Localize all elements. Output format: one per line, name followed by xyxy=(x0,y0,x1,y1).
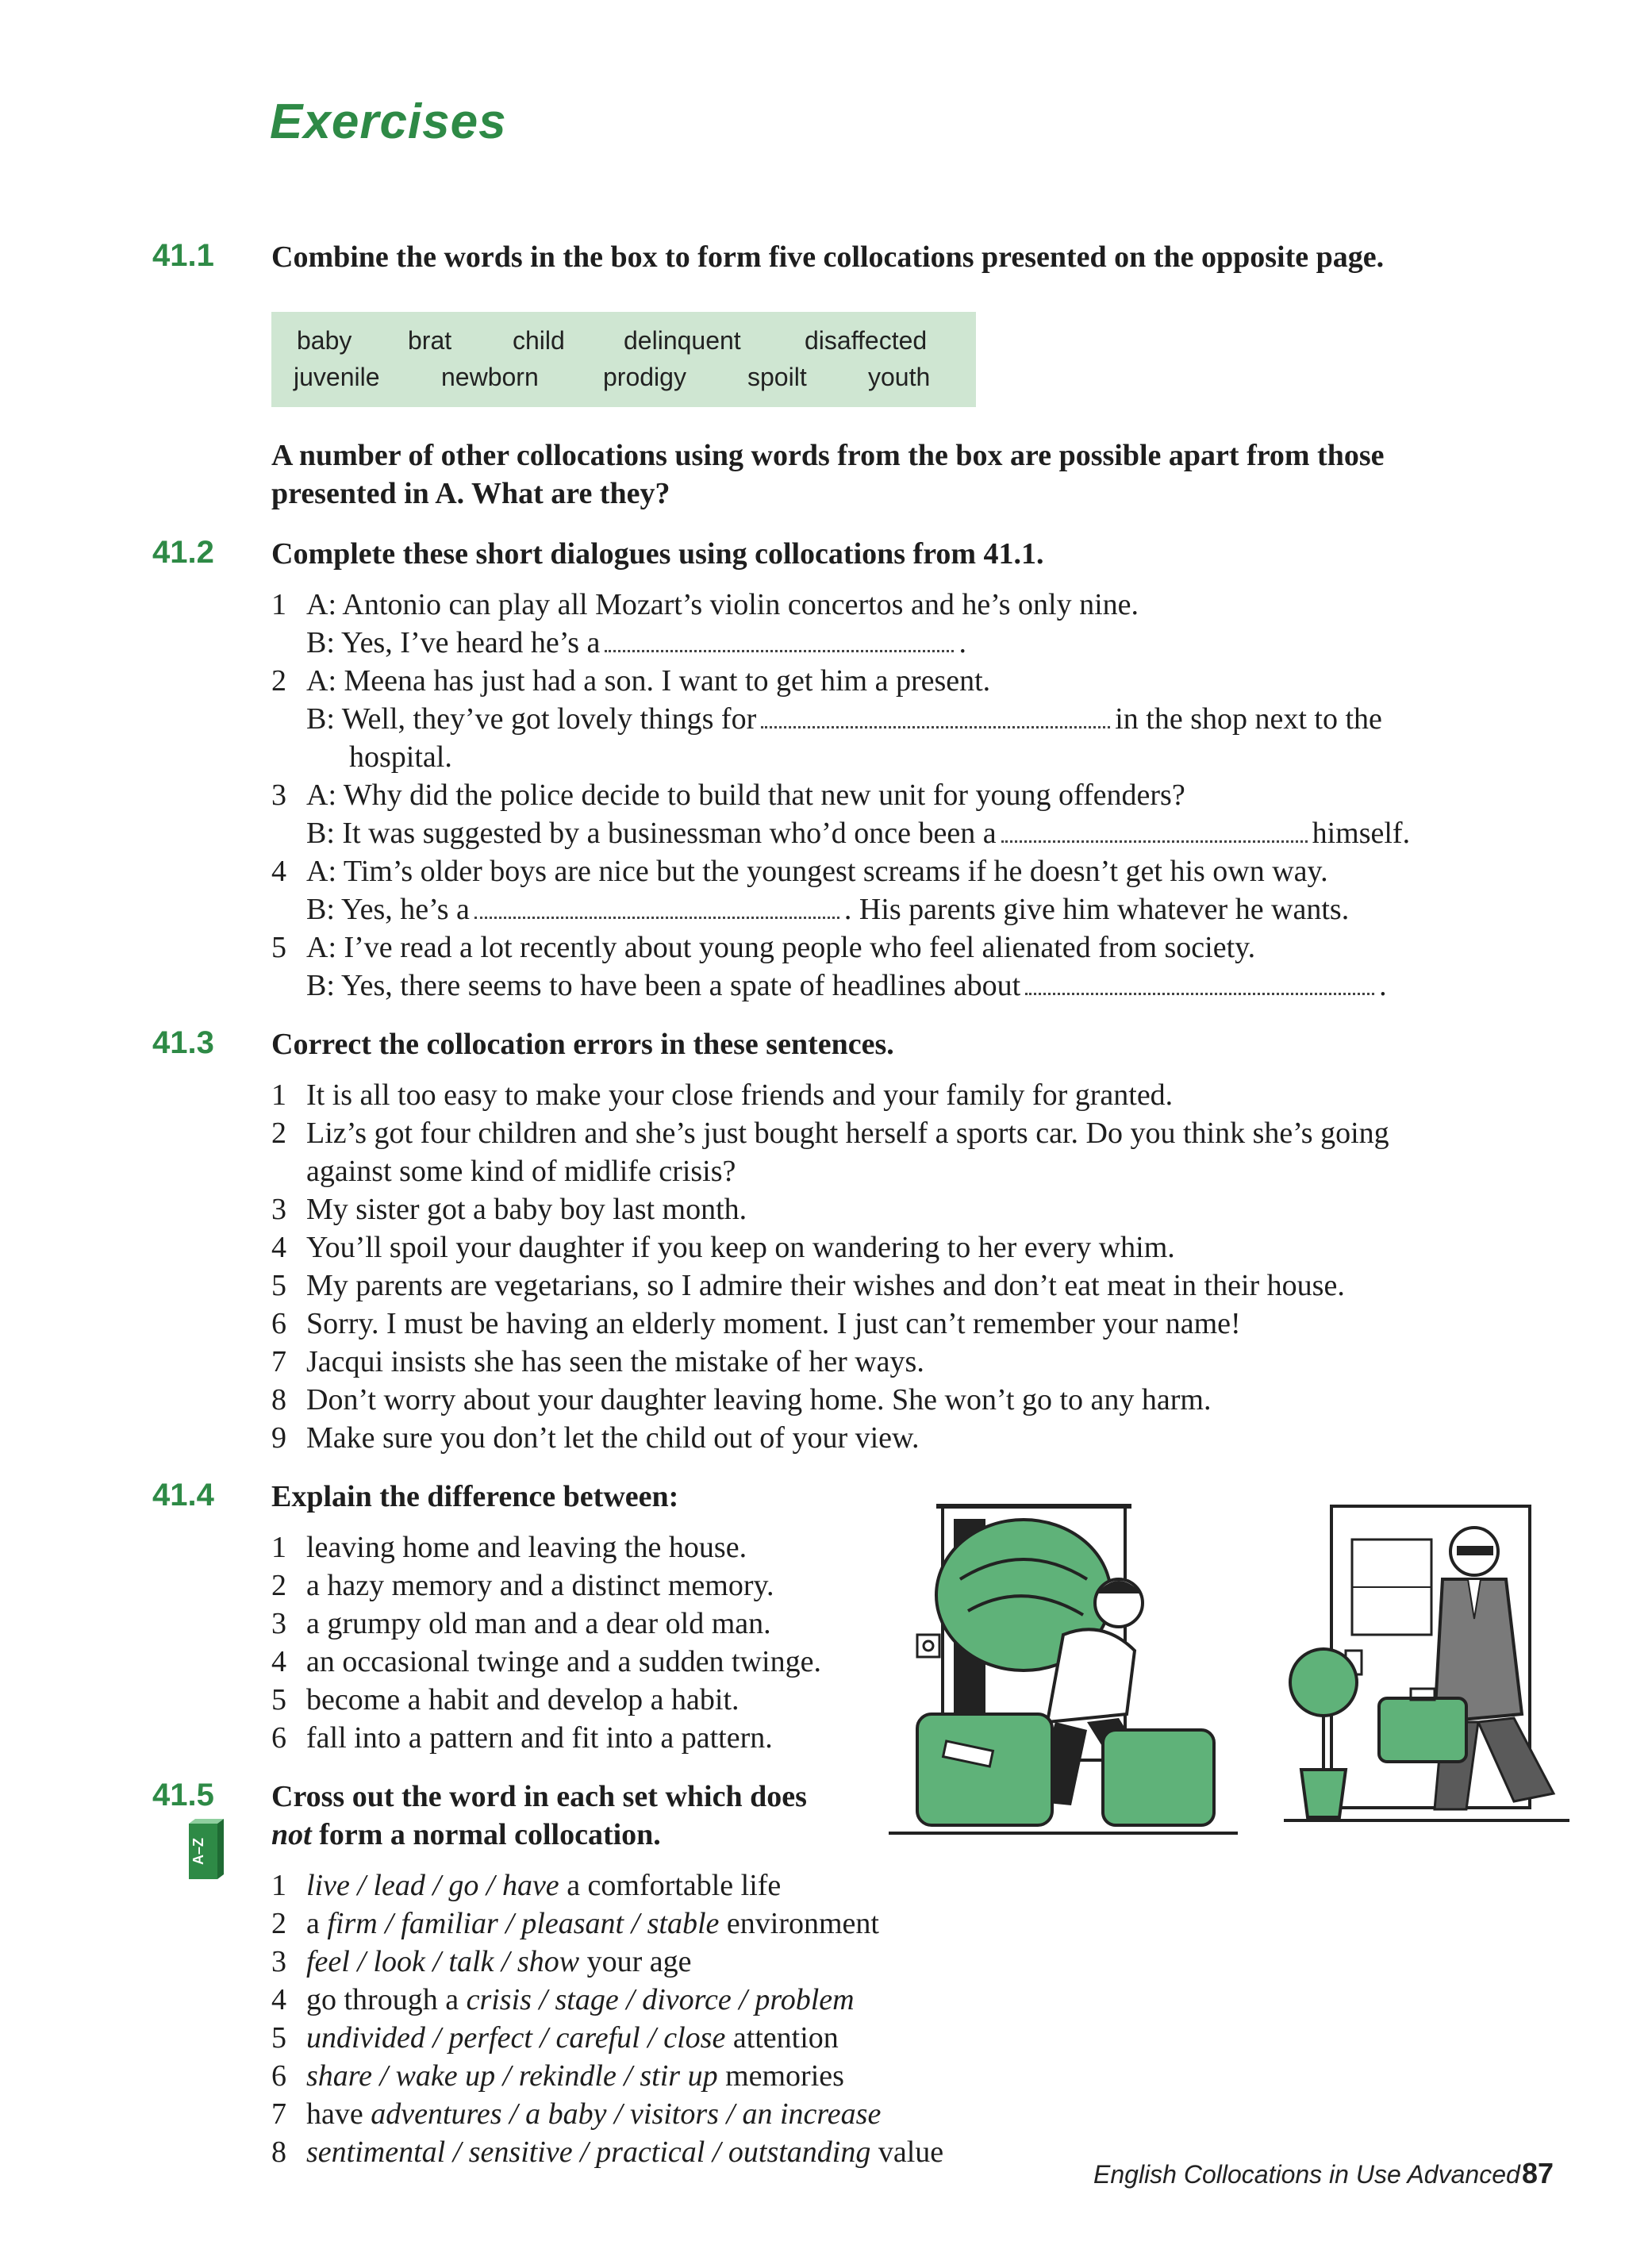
exercise-41-1-followup-line1: A number of other collocations using words from the box are possible apart from those xyxy=(271,439,1385,472)
exercise-number-41-1: 41.1 xyxy=(152,238,214,273)
exercise-41-4-instruction: Explain the difference between: xyxy=(271,1480,679,1513)
exercise-41-1-followup-line2: presented in A. What are they? xyxy=(271,477,670,510)
dialogue-2-b-cont: hospital. xyxy=(349,740,452,774)
dialogue-5-b: B: Yes, there seems to have been a spate of headlines about . xyxy=(306,969,1387,1002)
textbook-page: Exercises 41.1 Combine the words in the box to form five collocations presented on the opposite page. baby brat child delinquent disaffected juvenile newborn prodigy spoilt youth A number of other collocations using words from the box are possible apart from those presented in A. What are they? 41.2 Complete these short dialogues using collocations from 41.1. 1 A: Antonio can play all Mozart’s violin concertos and he’s only nine. B: Yes, I’ve heard he’s a . 2 A: Meena has just had a son. I want to get him a present. B: Well, they’ve got lovely things for in the shop next to the hospital. 3 A: Why did the police decide to build that new unit for young offenders? B: It was suggested by a businessman who’d once been a himself. 4 A: Tim’s older boys are nice but the youngest screams if he doesn’t get his own way. B: Yes, he’s a . His parents give him whatever he wants. 5 A: I’ve read a lot recently about young people who feel alienated from society. B: Yes, there seems to have been a spate of headlines about . 41.3 Correct the collocation errors in these sentences. 1 It is all too easy to make your close friends and your family for granted. 2 Liz’s got four children and she’s just bought herself a sports car. Do you think she’s going against some kind of midlife crisis? 3 My sister got a baby boy last month. 4 You’ll spoil your daughter if you keep on wandering to her every whim. 5 My parents are vegetarians, so I admire their wishes and don’t eat meat in their house. 6 Sorry. I must be having an elderly moment. I just can’t remember your name! 7 Jacqui insists she has seen the mistake of her ways. 8 Don’t worry about your daughter leaving home. She won’t go to any harm. 9 Make sure you don’t let the child out of your view. 41.4 Explain the difference between: 1 leaving home and leaving the house. 2 a hazy memory and a distinct memory. 3 a grumpy old man and a dear old man. 4 an occasional twinge and a sudden twinge. 5 become a habit and develop a habit. 6 fall into a pattern and fit into a pattern. 41.5 Cross out the word in each set which does not form a normal collocation. A–Z 1 live / lead / go / have a comfortable life 2 a firm / familiar / pleasant / stable environment 3 feel / look / talk / show your age 4 go through a crisis / stage / divorce / problem 5 undivided / perfect / careful / close attention 6 share / wake up / rekindle / stir up memories 7 have adventures / a baby / visitors / an increase 8 sentimental / sensitive / practical / outstanding value English Collocations in Use Advanced 87 xyxy=(0,0,1625,2268)
box-word: baby xyxy=(297,326,352,355)
leaving-house-illustration xyxy=(1284,1492,1569,1841)
a-z-label: A–Z xyxy=(190,1837,206,1866)
exercise-41-5-instruction-line1: Cross out the word in each set which does xyxy=(271,1780,807,1813)
exercise-41-3-instruction: Correct the collocation errors in these sentences. xyxy=(271,1028,894,1061)
exercise-number-41-5: 41.5 xyxy=(152,1778,214,1812)
book-title-footer: English Collocations in Use Advanced xyxy=(1093,2160,1520,2189)
box-word: newborn xyxy=(441,363,539,391)
sentence-2-cont: against some kind of midlife crisis? xyxy=(306,1155,736,1188)
box-word: prodigy xyxy=(603,363,686,391)
answer-blank[interactable] xyxy=(1001,817,1308,843)
box-word: spoilt xyxy=(747,363,807,391)
box-word: juvenile xyxy=(294,363,380,391)
answer-blank[interactable] xyxy=(474,893,839,919)
word-box xyxy=(271,312,976,407)
box-word: child xyxy=(513,326,565,355)
box-word: delinquent xyxy=(624,326,741,355)
leaving-home-illustration xyxy=(889,1492,1238,1841)
answer-blank[interactable] xyxy=(1025,969,1374,995)
exercise-41-1-instruction: Combine the words in the box to form five collocations presented on the opposite page. xyxy=(271,240,1385,274)
answer-blank[interactable] xyxy=(761,702,1110,728)
box-word: disaffected xyxy=(805,326,928,355)
page-number: 87 xyxy=(1522,2157,1554,2189)
box-word: brat xyxy=(408,326,452,355)
exercise-41-2-instruction: Complete these short dialogues using collocations from 41.1. xyxy=(271,537,1044,571)
exercise-41-5-instruction-line2: not form a normal collocation. xyxy=(271,1818,661,1851)
exercise-number-41-2: 41.2 xyxy=(152,535,214,570)
dialogue-3-b: B: It was suggested by a businessman who’d once been a himself. xyxy=(306,817,1411,850)
box-word: youth xyxy=(868,363,931,391)
dialogue-1-b: B: Yes, I’ve heard he’s a . xyxy=(306,626,966,659)
exercise-number-41-3: 41.3 xyxy=(152,1025,214,1060)
dialogue-4-b: B: Yes, he’s a . His parents give him whatever he wants. xyxy=(306,893,1350,926)
answer-blank[interactable] xyxy=(605,626,954,652)
a-z-reference-icon xyxy=(181,1817,229,1881)
exercise-number-41-4: 41.4 xyxy=(152,1478,214,1513)
page-heading: Exercises xyxy=(270,94,507,149)
dialogue-2-b: B: Well, they’ve got lovely things for in the shop next to the xyxy=(306,702,1382,736)
